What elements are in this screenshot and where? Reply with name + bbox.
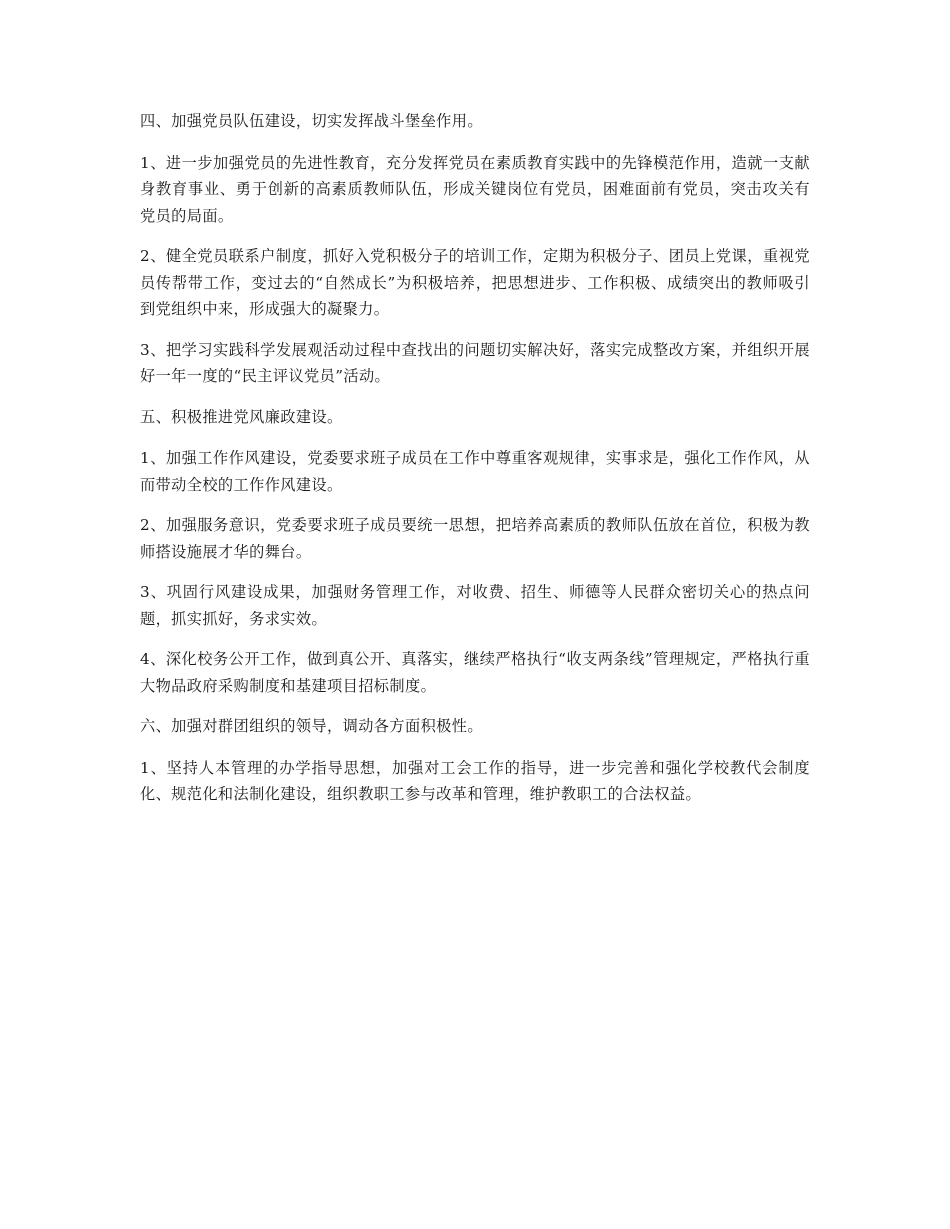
paragraph: 1、进一步加强党员的先进性教育，充分发挥党员在素质教育实践中的先锋模范作用，造就一支献身教育事业、勇于创新的高素质教师队伍，形成关键岗位有党员，困难面前有党员，突击攻关有党员的局面。 (140, 153, 810, 225)
paragraph: 2、健全党员联系户制度，抓好入党积极分子的培训工作，定期为积极分子、团员上党课，重视党员传帮带工作，变过去的“自然成长”为积极培养，把思想进步、工作积极、成绩突出的教师吸引到党组织中来，形成强大的凝聚力。 (140, 247, 810, 318)
paragraph: 3、巩固行风建设成果，加强财务管理工作，对收费、招生、师德等人民群众密切关心的热点问题，抓实抓好，务求实效。 (140, 583, 810, 628)
paragraph: 2、加强服务意识，党委要求班子成员要统一思想，把培养高素质的教师队伍放在首位，积极为教师搭设施展才华的舞台。 (140, 516, 810, 561)
section-heading: 五、积极推进党风廉政建设。 (140, 407, 343, 426)
paragraph: 1、加强工作作风建设，党委要求班子成员在工作中尊重客观规律，实事求是，强化工作作风，从而带动全校的工作作风建设。 (140, 449, 810, 494)
paragraph: 1、坚持人本管理的办学指导思想，加强对工会工作的指导，进一步完善和强化学校教代会制度化、规范化和法制化建设，组织教职工参与改革和管理，维护教职工的合法权益。 (140, 758, 810, 803)
paragraph: 4、深化校务公开工作，做到真公开、真落实，继续严格执行“收支两条线”管理规定，严格执行重大物品政府采购制度和基建项目招标制度。 (140, 650, 810, 695)
section-heading: 六、加强对群团组织的领导，调动各方面积极性。 (140, 717, 483, 735)
section-heading: 四、加强党员队伍建设，切实发挥战斗堡垒作用。 (140, 112, 483, 130)
paragraph: 3、把学习实践科学发展观活动过程中查找出的问题切实解决好，落实完成整改方案，并组织开展好一年一度的“民主评议党员”活动。 (140, 340, 810, 385)
document-page (140, 108, 810, 822)
